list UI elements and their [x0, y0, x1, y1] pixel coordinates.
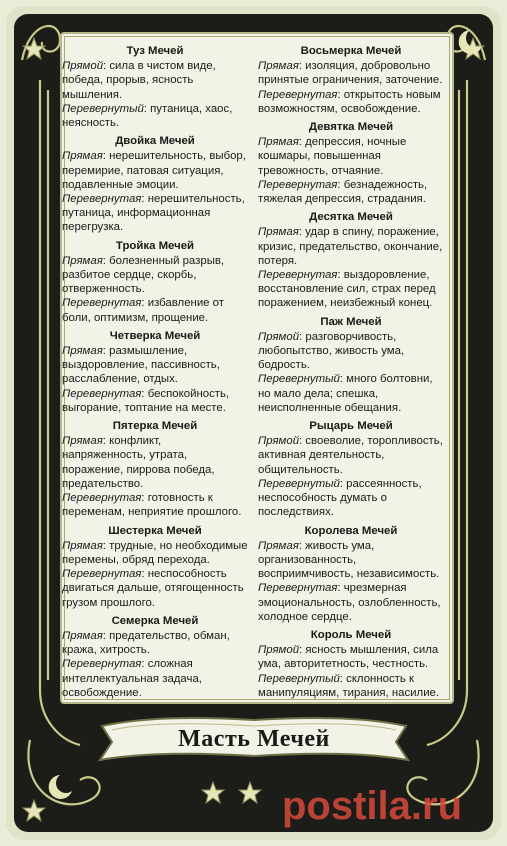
meaning-text: : рассеянность, неспособность думать о последствиях.: [258, 477, 422, 519]
meaning-text: : конфликт, напряженность, утрата, поражение, пиррова победа, предательство.: [62, 435, 215, 490]
meaning-text: : открытость новым возможностям, освобождение.: [258, 88, 441, 115]
card-entry: [62, 239, 248, 325]
meaning-label: Перевернутая: [62, 297, 142, 310]
meaning-line: [62, 192, 248, 235]
meaning-line: [62, 567, 248, 610]
card-entry: [62, 134, 248, 234]
meaning-label: Прямая: [62, 435, 103, 448]
meaning-line: [258, 672, 444, 700]
meaning-text: : нерешительность, выбор, перемирие, патовая ситуация, подавленные эмоции.: [62, 150, 246, 191]
meaning-line: [258, 178, 444, 206]
meaning-label: Прямая: [62, 150, 103, 163]
meaning-line: [62, 629, 248, 657]
card-entry: [258, 44, 444, 116]
card-entry: [258, 315, 444, 415]
meaning-label: Перевернутая: [62, 658, 142, 671]
meaning-label: Прямая: [258, 60, 299, 73]
card-title: Туз Мечей: [126, 45, 184, 57]
meaning-line: [62, 491, 248, 519]
meaning-line: [62, 254, 248, 297]
meaning-label: Прямой: [258, 435, 300, 448]
meaning-text: : разговорчивость, любопытство, живость ума, бодрость.: [258, 330, 405, 372]
card-entry: [258, 120, 444, 206]
right-column: [258, 40, 444, 700]
meaning-line: [258, 434, 444, 477]
meaning-line: [258, 135, 444, 178]
card-title: Девятка Мечей: [308, 121, 394, 134]
meaning-text: : своеволие, торопливость, активная деятельность, общительность.: [258, 435, 443, 476]
meaning-label: Перевернутая: [62, 492, 142, 505]
card-entry: [258, 524, 444, 624]
meaning-line: [258, 330, 444, 373]
meaning-label: Прямая: [62, 254, 103, 267]
meaning-text: : склонность к манипуляциям, тирания, насилие.: [258, 672, 440, 699]
meaning-line: [62, 344, 248, 387]
meaning-line: [258, 581, 444, 624]
meaning-text: : путаница, хаос, неясность.: [62, 102, 233, 130]
meaning-line: [258, 59, 444, 87]
meaning-text: : трудные, но необходимые перемены, обряд перехода.: [62, 539, 248, 566]
meaning-label: Прямой: [62, 60, 104, 73]
meaning-line: [62, 296, 248, 324]
meaning-line: [62, 434, 248, 491]
meaning-line: [62, 59, 248, 102]
meaning-text: : готовность к переменам, неприятие прошлого.: [62, 492, 242, 519]
card-title: Семерка Мечей: [111, 614, 199, 627]
meaning-line: [258, 539, 444, 582]
card-title: Король Мечей: [310, 628, 392, 641]
meaning-line: [258, 372, 444, 415]
meaning-label: Перевернутая: [258, 582, 338, 595]
meaning-label: Перевернутая: [258, 178, 338, 191]
meaning-label: Перевернутая: [62, 193, 142, 206]
meaning-line: [258, 225, 444, 268]
meaning-label: Перевернутая: [258, 88, 338, 101]
meaning-text: : выздоровление, восстановление сил, страх перед поражением, неизбежный конец.: [258, 269, 436, 310]
suit-title: Масть Мечей: [178, 726, 330, 752]
meaning-text: : нерешительность, путаница, информационная перегрузка.: [62, 193, 245, 234]
meaning-text: : много болтовни, но мало дела; спешка, неисполненные обещания.: [258, 373, 433, 414]
meaning-text: : живость ума, организованность, восприимчивость, независимость.: [258, 539, 440, 581]
meaning-label: Прямая: [62, 345, 103, 358]
card-entry: [258, 628, 444, 700]
meaning-text: : избавление от боли, оптимизм, прощение.: [62, 297, 224, 324]
card-title: Двойка Мечей: [115, 135, 195, 148]
meaning-label: Перевернутая: [258, 269, 338, 282]
meaning-text: : ясность мышления, сила ума, авторитетность, честность.: [258, 644, 439, 671]
card-title: Пятерка Мечей: [112, 420, 198, 433]
meaning-line: [258, 477, 444, 520]
meaning-label: Перевернутый: [258, 477, 340, 490]
meaning-text: : чрезмерная эмоциональность, озлобленность, холодное сердце.: [258, 582, 441, 623]
meaning-text: : сила в чистом виде, победа, прорыв, ясность мышления.: [62, 60, 216, 101]
meaning-line: [258, 643, 444, 671]
meaning-text: : удар в спину, поражение, кризис, предательство, окончание, потеря.: [258, 226, 443, 267]
meaning-label: Перевернутая: [62, 387, 142, 400]
meaning-line: [62, 102, 248, 130]
card-entry: [62, 524, 248, 610]
card-entry: [62, 44, 248, 130]
left-column: [62, 40, 248, 700]
meaning-line: [258, 268, 444, 311]
card-entry: [258, 210, 444, 310]
card-entry: [62, 329, 248, 415]
meaning-text: : размышление, выздоровление, пассивность, расслабление, отдых.: [62, 345, 220, 386]
title-banner: [96, 712, 412, 772]
card-title: Восьмерка Мечей: [300, 45, 402, 57]
meaning-line: [62, 539, 248, 567]
meaning-label: Перевернутый: [62, 102, 144, 115]
meaning-label: Перевернутый: [258, 672, 340, 685]
meaning-label: Перевернутый: [258, 373, 340, 386]
card-title: Шестерка Мечей: [108, 524, 202, 537]
card-entry: [258, 419, 444, 519]
card-title: Четверка Мечей: [109, 329, 201, 342]
card-title: Десятка Мечей: [309, 211, 393, 224]
card-title: Королева Мечей: [304, 524, 398, 537]
meaning-label: Прямой: [258, 644, 300, 657]
meaning-text: : неспособность двигаться дальше, отягощенность грузом прошлого.: [62, 568, 244, 609]
card-entry: [62, 614, 248, 700]
meaning-label: Прямая: [258, 136, 299, 149]
meaning-label: Прямая: [258, 539, 299, 552]
watermark-text: postila.ru: [282, 784, 463, 828]
meaning-label: Прямая: [258, 226, 299, 239]
meaning-line: [258, 88, 444, 116]
meaning-text: : изоляция, добровольно принятые ограничения, заточение.: [258, 60, 443, 87]
card-title: Паж Мечей: [320, 315, 382, 328]
meaning-text: : депрессия, ночные кошмары, повышенная тревожность, отчаяние.: [258, 136, 407, 177]
meaning-text: : сложная интеллектуальная задача, освобождение.: [62, 658, 202, 699]
meaning-label: Перевернутая: [62, 568, 142, 581]
meaning-text: : предательство, обман, кража, хитрость.: [62, 629, 230, 657]
card-entry: [62, 419, 248, 519]
meaning-line: [62, 387, 248, 415]
card-title: Тройка Мечей: [115, 239, 195, 252]
meaning-label: Прямая: [62, 539, 103, 552]
card-title: Рыцарь Мечей: [309, 420, 393, 433]
meaning-label: Прямая: [62, 629, 103, 642]
meaning-line: [62, 657, 248, 700]
meaning-text: : безнадежность, тяжелая депрессия, страдания.: [258, 178, 428, 206]
meaning-label: Прямой: [258, 330, 300, 343]
meaning-text: : беспокойность, выгорание, топтание на месте.: [62, 387, 230, 414]
meaning-text: : болезненный разрыв, разбитое сердце, скорбь, отверженность.: [62, 254, 225, 296]
meaning-line: [62, 149, 248, 192]
